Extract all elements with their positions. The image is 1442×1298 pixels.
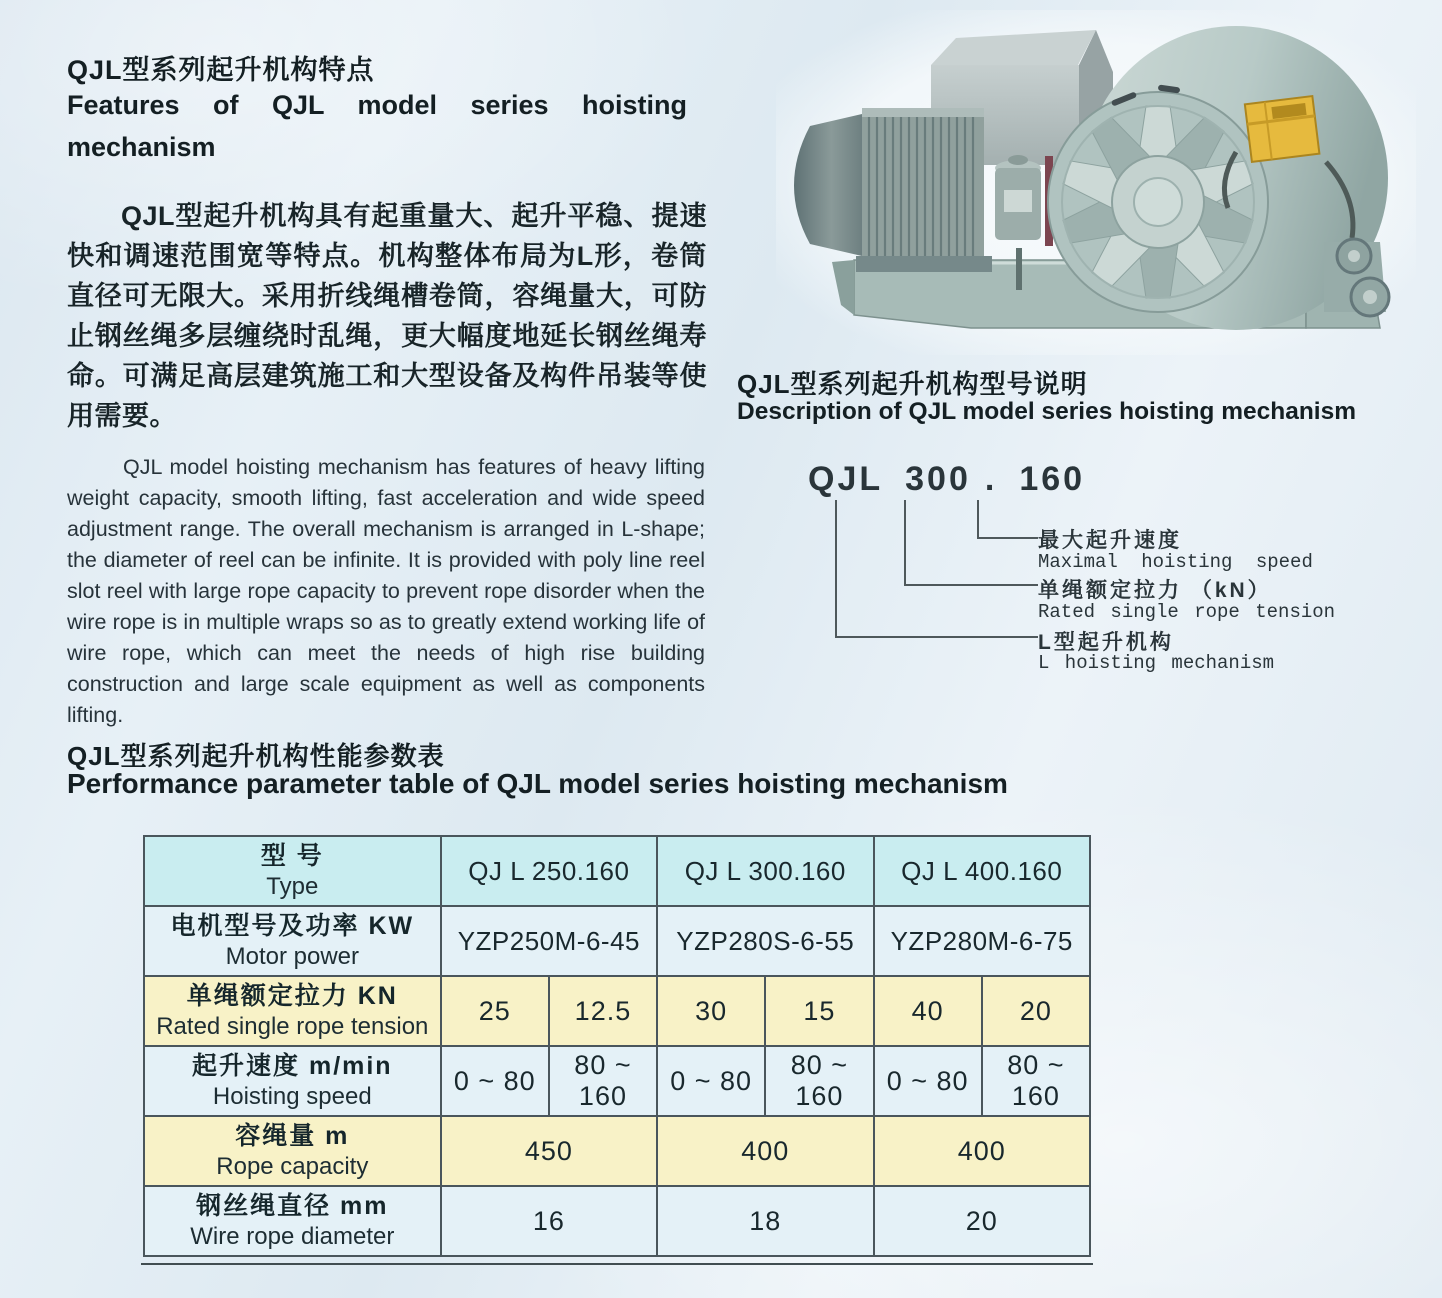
cell-capacity-1: 450 [441,1116,657,1186]
cell-type-3: QJ L 400.160 [874,836,1091,906]
cell-diameter-3: 20 [874,1186,1091,1256]
row-label-type-en: Type [266,873,319,900]
row-label-motor-zh: 电机型号及功率 KW [170,912,415,940]
model-code-separator: . [984,460,998,498]
cell-motor-1: YZP250M-6-45 [441,906,657,976]
row-label-tension-en: Rated single rope tension [156,1013,429,1040]
parameters-table [143,835,1091,1257]
callout-l-mechanism-zh: L型起升机构 [1038,631,1174,654]
cell-diameter-2: 18 [657,1186,873,1256]
yellow-brake-box [1245,96,1320,162]
cell-speed-2: 80 ~ 160 [549,1046,657,1116]
parameters-title-zh: QJL型系列起升机构性能参数表 [67,741,445,771]
model-code-speed: 160 [1019,460,1086,498]
features-paragraph-zh: QJL型起升机构具有起重量大、起升平稳、提速快和调速范围宽等特点。机构整体布局为L形，卷筒直径可无限大。采用折线绳槽卷筒，容绳量大，可防止钢丝绳多层缠绕时乱绳，更大幅度地延长钢丝绳寿命。可满足高层建筑施工和大型设备及构件吊装等使用需要。 [67,201,707,431]
row-label-type-zh: 型 号 [260,842,324,870]
row-label-motor-en: Motor power [225,943,359,970]
features-paragraph-en: QJL model hoisting mechanism has features of heavy lifting weight capacity, smooth lifting, fast acceleration and wide speed adjustment range. The overall mechanism is arranged in L-shape; the diameter of reel can be infinite. It is provided with poly line reel slot reel with large rope capacity to prevent rope disorder when the wire rope is in multiple wraps so as to greatly extend working life of wire rope, which can meet the needs of high rise building construction and large scale equipment as well as components lifting. [67,455,705,727]
table-row-motor [144,906,1090,976]
features-title-zh: QJL型系列起升机构特点 [67,55,375,85]
cell-speed-5: 0 ~ 80 [874,1046,982,1116]
cell-tension-2: 12.5 [549,976,657,1046]
cell-speed-1: 0 ~ 80 [441,1046,549,1116]
table-row-capacity [144,1116,1090,1186]
hoisting-mechanism-illustration [766,10,1426,355]
table-row-diameter [144,1186,1090,1256]
callout-max-speed-en: Maximal hoisting speed [1038,551,1313,573]
row-label-tension [144,976,441,1046]
callout-l-mechanism-en: L hoisting mechanism [1038,652,1275,674]
row-label-speed-en: Hoisting speed [212,1083,372,1110]
cell-type-1: QJ L 250.160 [441,836,657,906]
cell-speed-6: 80 ~ 160 [982,1046,1090,1116]
row-label-diameter-en: Wire rope diameter [190,1223,395,1250]
row-label-speed-zh: 起升速度 m/min [192,1052,393,1080]
cell-tension-3: 30 [657,976,765,1046]
cell-diameter-1: 16 [441,1186,657,1256]
callout-max-speed-zh: 最大起升速度 [1038,529,1182,552]
cell-motor-3: YZP280M-6-75 [874,906,1091,976]
features-title-en: Features of QJL model series hoisting mechanism [67,90,687,162]
cell-capacity-3: 400 [874,1116,1091,1186]
model-code-series: QJL [808,460,884,498]
model-code [808,460,1107,499]
cell-tension-6: 20 [982,976,1090,1046]
cell-motor-2: YZP280S-6-55 [657,906,873,976]
cell-tension-5: 40 [874,976,982,1046]
cell-capacity-2: 400 [657,1116,873,1186]
parameters-title-en: Performance parameter table of QJL model series hoisting mechanism [67,768,1008,799]
row-label-motor [144,906,441,976]
description-title-zh: QJL型系列起升机构型号说明 [737,369,1088,399]
row-label-type [144,836,441,906]
row-label-diameter [144,1186,441,1256]
model-code-leader-lines [800,498,1050,683]
row-label-diameter-zh: 钢丝绳直径 mm [196,1192,389,1220]
cell-speed-3: 0 ~ 80 [657,1046,765,1116]
row-label-capacity [144,1116,441,1186]
cell-type-2: QJ L 300.160 [657,836,873,906]
row-label-speed [144,1046,441,1116]
callout-rope-tension-zh: 单绳额定拉力 （kN） [1038,579,1272,602]
cell-speed-4: 80 ~ 160 [765,1046,873,1116]
cell-tension-4: 15 [765,976,873,1046]
row-label-capacity-zh: 容绳量 m [235,1122,350,1150]
description-title-en: Description of QJL model series hoisting mechanism [737,398,1357,425]
callout-rope-tension-en: Rated single rope tension [1038,601,1336,623]
hoisting-mechanism-photo [766,10,1426,355]
table-row-speed [144,1046,1090,1116]
row-label-tension-zh: 单绳额定拉力 KN [186,982,398,1010]
row-label-capacity-en: Rope capacity [216,1153,369,1180]
cell-tension-1: 25 [441,976,549,1046]
table-row-type [144,836,1090,906]
table-row-tension [144,976,1090,1046]
model-code-tension: 300 [905,460,971,498]
